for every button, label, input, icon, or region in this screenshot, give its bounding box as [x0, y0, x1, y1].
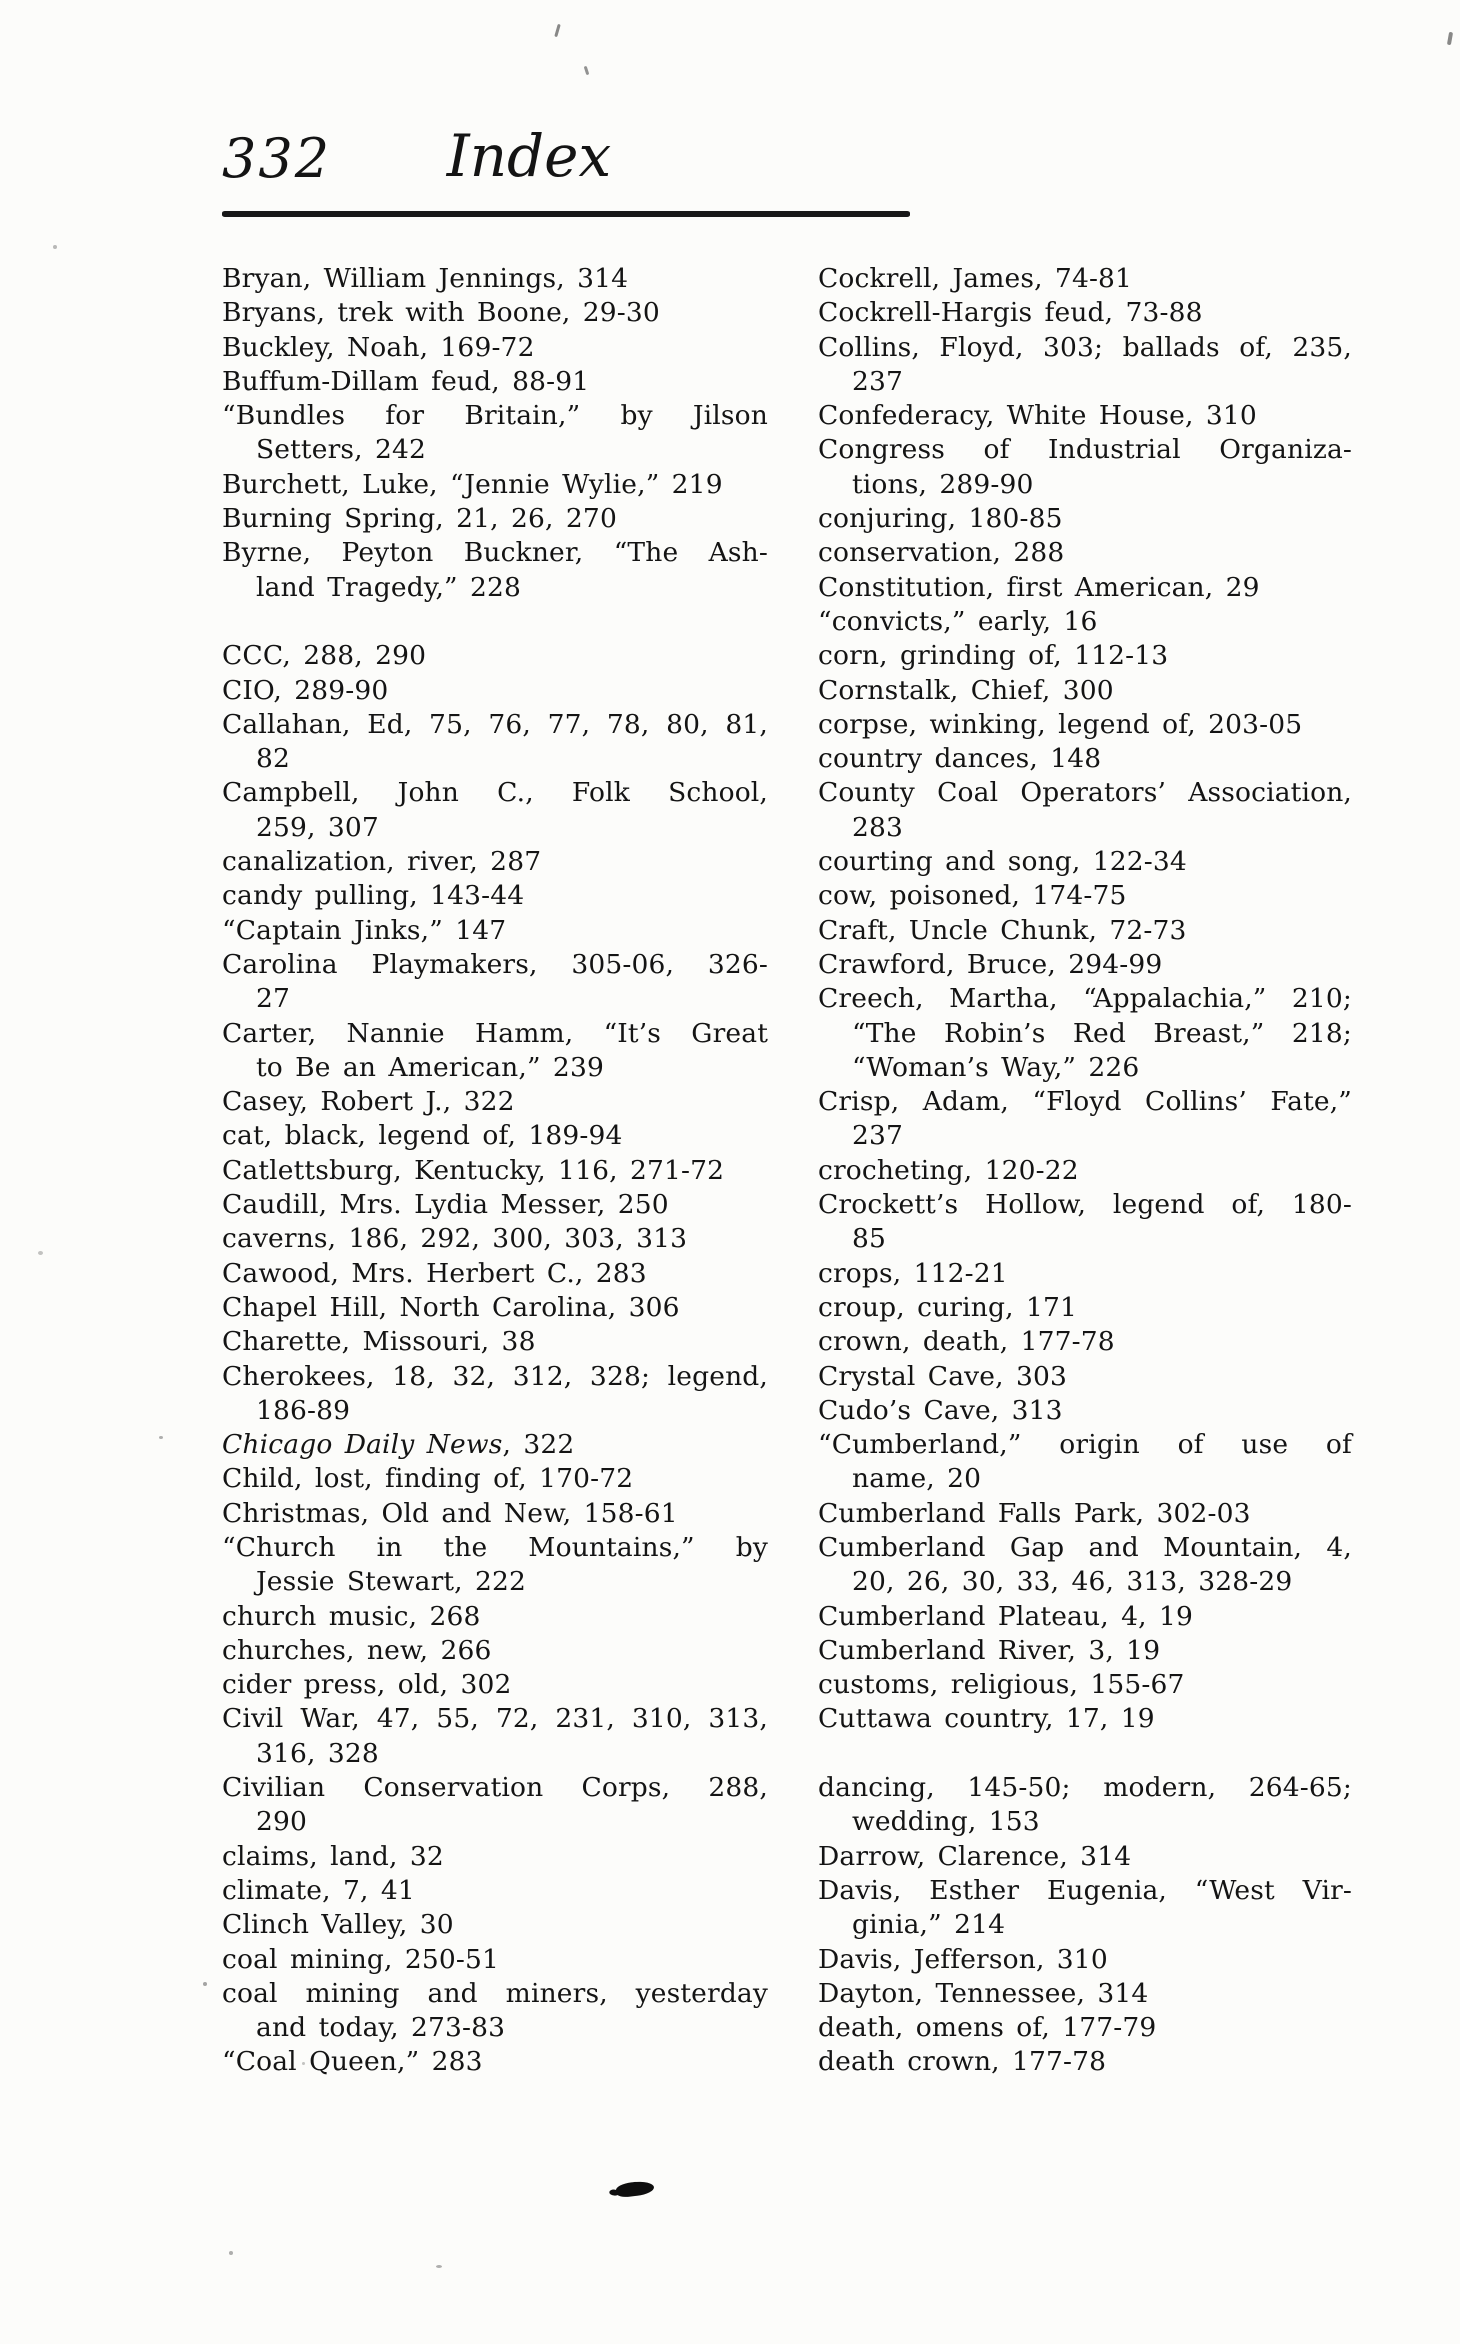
- index-line: Dayton, Tennessee, 314: [818, 1977, 1149, 2009]
- index-entry: [818, 1977, 1352, 2011]
- index-entry: [222, 1119, 768, 1153]
- index-line: churches, new, 266: [222, 1634, 492, 1666]
- index-line: Craft, Uncle Chunk, 72-73: [818, 914, 1187, 946]
- index-entry: [818, 1257, 1352, 1291]
- index-entry: [818, 879, 1352, 913]
- index-line: Crisp, Adam, “Floyd Collins’ Fate,”: [818, 1086, 1352, 1118]
- index-column-left: [222, 262, 768, 2080]
- index-entry: [222, 674, 768, 708]
- index-entry: [222, 1222, 768, 1256]
- index-line: Cockrell, James, 74-81: [818, 263, 1133, 294]
- scan-speck: [302, 2062, 305, 2065]
- index-line: “Bundles for Britain,” by Jilson: [222, 400, 768, 432]
- index-entry: [818, 845, 1352, 879]
- index-line: Jessie Stewart, 222: [256, 1566, 527, 1598]
- index-line: coal mining and miners, yesterday: [222, 1977, 768, 2009]
- scan-speck: [159, 1436, 163, 1439]
- index-entry: [222, 845, 768, 879]
- index-entry: [818, 1600, 1352, 1634]
- index-line: conjuring, 180-85: [818, 503, 1063, 535]
- index-line: Cumberland Falls Park, 302-03: [818, 1497, 1251, 1529]
- index-line: Clinch Valley, 30: [222, 1909, 454, 1941]
- index-line: Crystal Cave, 303: [818, 1360, 1067, 1392]
- index-line: canalization, river, 287: [222, 846, 542, 878]
- index-line: Caudill, Mrs. Lydia Messer, 250: [222, 1189, 669, 1221]
- index-line: Carolina Playmakers, 305-06, 326-: [222, 948, 768, 980]
- page-title: Index: [446, 122, 612, 190]
- index-line: Civil War, 47, 55, 72, 231, 310, 313,: [222, 1703, 768, 1735]
- index-line: Chapel Hill, North Carolina, 306: [222, 1291, 680, 1323]
- index-line: Crawford, Bruce, 294-99: [818, 948, 1163, 980]
- index-line: CCC, 288, 290: [222, 640, 427, 672]
- index-line: cider press, old, 302: [222, 1669, 512, 1701]
- index-line: ginia,” 214: [852, 1909, 1006, 1941]
- index-line: Cumberland River, 3, 19: [818, 1634, 1161, 1666]
- index-entry: [818, 1943, 1352, 1977]
- index-line: 316, 328: [256, 1737, 379, 1769]
- index-entry: [818, 2045, 1352, 2079]
- index-line: Catlettsburg, Kentucky, 116, 271-72: [222, 1154, 725, 1186]
- index-entry: [222, 1634, 768, 1668]
- index-entry: [222, 1257, 768, 1291]
- scan-speck: [38, 1251, 43, 1255]
- index-line: Darrow, Clarence, 314: [818, 1840, 1132, 1872]
- index-line: courting and song, 122-34: [818, 846, 1187, 878]
- index-entry: [222, 1462, 768, 1496]
- index-line: corpse, winking, legend of, 203-05: [818, 708, 1303, 740]
- scan-speck: [53, 245, 57, 249]
- index-entry: [818, 914, 1352, 948]
- index-line: death crown, 177-78: [818, 2046, 1107, 2078]
- index-line: CIO, 289-90: [222, 674, 389, 706]
- index-line: claims, land, 32: [222, 1840, 444, 1872]
- index-line: Callahan, Ed, 75, 76, 77, 78, 80, 81,: [222, 708, 768, 740]
- index-entry: [222, 399, 768, 468]
- index-line: country dances, 148: [818, 743, 1102, 775]
- index-line: Burchett, Luke, “Jennie Wylie,” 219: [222, 468, 723, 500]
- index-line: Cornstalk, Chief, 300: [818, 674, 1114, 706]
- index-entry: [818, 536, 1352, 570]
- index-line: Setters, 242: [256, 434, 427, 466]
- index-line: Cherokees, 18, 32, 312, 328; legend,: [222, 1360, 768, 1392]
- index-line: crops, 112-21: [818, 1257, 1008, 1289]
- index-entry: [818, 776, 1352, 845]
- index-entry: [818, 982, 1352, 1085]
- index-entry: [222, 1600, 768, 1634]
- index-line: Charette, Missouri, 38: [222, 1326, 536, 1358]
- index-line: Byrne, Peyton Buckner, “The Ash-: [222, 537, 768, 569]
- index-entry: [818, 1428, 1352, 1497]
- index-line: Campbell, John C., Folk School,: [222, 777, 768, 809]
- index-line: Bryans, trek with Boone, 29-30: [222, 297, 660, 329]
- index-line: Davis, Esther Eugenia, “West Vir-: [818, 1874, 1352, 1906]
- index-line: 283: [852, 811, 904, 843]
- index-entry: [818, 399, 1352, 433]
- index-entry: [222, 1291, 768, 1325]
- index-line: 290: [256, 1806, 308, 1838]
- index-line: Cuttawa country, 17, 19: [818, 1703, 1155, 1735]
- index-line: “Woman’s Way,” 226: [852, 1051, 1140, 1083]
- index-line: caverns, 186, 292, 300, 303, 313: [222, 1223, 688, 1255]
- index-entry: [222, 1531, 768, 1600]
- index-entry: [222, 331, 768, 365]
- index-entry: [222, 914, 768, 948]
- scan-speck: [203, 1982, 207, 1986]
- index-line: croup, curing, 171: [818, 1291, 1077, 1323]
- index-line: climate, 7, 41: [222, 1874, 415, 1906]
- index-line: church music, 268: [222, 1600, 481, 1632]
- index-entry: [222, 1943, 768, 1977]
- index-line: coal mining, 250-51: [222, 1943, 500, 1975]
- index-column-right: [818, 262, 1352, 2080]
- index-entry: [222, 1908, 768, 1942]
- index-line: and today, 273-83: [256, 2012, 506, 2044]
- index-entry: [818, 605, 1352, 639]
- index-entry: [818, 1154, 1352, 1188]
- ink-blot: [615, 2180, 654, 2199]
- index-line: “Coal Queen,” 283: [222, 2046, 483, 2078]
- index-entry: [818, 1497, 1352, 1531]
- index-line: Child, lost, finding of, 170-72: [222, 1463, 634, 1495]
- index-entry: [818, 1840, 1352, 1874]
- index-entry: [818, 708, 1352, 742]
- index-line: Burning Spring, 21, 26, 270: [222, 503, 617, 535]
- index-entry: [222, 1188, 768, 1222]
- index-line: conservation, 288: [818, 537, 1065, 569]
- index-entry: [818, 1702, 1352, 1736]
- scan-speck: [584, 66, 590, 75]
- index-entry: [818, 433, 1352, 502]
- index-entry: [222, 468, 768, 502]
- scan-speck: [1447, 32, 1453, 45]
- index-entry: [222, 1428, 768, 1462]
- index-entry: [222, 1874, 768, 1908]
- index-entry: [818, 262, 1352, 296]
- index-entry: [222, 639, 768, 673]
- index-line: “Cumberland,” origin of use of: [818, 1429, 1352, 1461]
- index-entry: [818, 1085, 1352, 1154]
- index-line: death, omens of, 177-79: [818, 2012, 1157, 2044]
- index-line: Buckley, Noah, 169-72: [222, 331, 535, 363]
- index-entry: [222, 1017, 768, 1086]
- index-line: “Church in the Mountains,” by: [222, 1531, 768, 1563]
- index-entry: [222, 1325, 768, 1359]
- index-entry: [818, 1874, 1352, 1943]
- index-entry: [222, 296, 768, 330]
- index-line: Bryan, William Jennings, 314: [222, 263, 629, 294]
- index-entry: [818, 1360, 1352, 1394]
- index-entry: [818, 1394, 1352, 1428]
- page-number: 332: [222, 127, 332, 190]
- index-entry: [818, 2011, 1352, 2045]
- index-entry: [818, 1668, 1352, 1702]
- index-line: cat, black, legend of, 189-94: [222, 1120, 623, 1152]
- index-line: 237: [852, 1120, 904, 1152]
- index-entry: [818, 1771, 1352, 1840]
- index-entry: [818, 502, 1352, 536]
- index-line: “Captain Jinks,” 147: [222, 914, 507, 946]
- index-entry: [818, 331, 1352, 400]
- index-line: cow, poisoned, 174-75: [818, 880, 1127, 912]
- index-line: to Be an American,” 239: [256, 1051, 604, 1083]
- index-line: Cumberland Gap and Mountain, 4,: [818, 1531, 1352, 1563]
- index-entry: [222, 1702, 768, 1771]
- header-rule: [222, 211, 910, 217]
- index-line: Collins, Floyd, 303; ballads of, 235,: [818, 331, 1352, 363]
- scan-speck: [229, 2251, 233, 2255]
- index-line: Davis, Jefferson, 310: [818, 1943, 1108, 1975]
- index-entry: [222, 1840, 768, 1874]
- index-entry: [222, 708, 768, 777]
- index-entry: [818, 571, 1352, 605]
- scan-speck: [554, 24, 560, 37]
- index-line: 237: [852, 365, 904, 397]
- index-line: Constitution, first American, 29: [818, 571, 1260, 603]
- scan-speck: [436, 2265, 442, 2268]
- index-line: Creech, Martha, “Appalachia,” 210;: [818, 983, 1352, 1015]
- index-line: 20, 26, 30, 33, 46, 313, 328-29: [852, 1566, 1293, 1598]
- index-line: dancing, 145-50; modern, 264-65;: [818, 1772, 1352, 1804]
- index-line: Civilian Conservation Corps, 288,: [222, 1772, 768, 1804]
- index-line: 186-89: [256, 1394, 351, 1426]
- index-line: 85: [852, 1223, 887, 1255]
- index-line: land Tragedy,” 228: [256, 571, 522, 603]
- index-entry: [222, 1668, 768, 1702]
- index-entry: [818, 1634, 1352, 1668]
- index-line: Chicago Daily News, 322: [222, 1429, 575, 1461]
- index-line: Cudo’s Cave, 313: [818, 1394, 1063, 1426]
- index-line: Cockrell-Hargis feud, 73-88: [818, 297, 1203, 329]
- index-line: crown, death, 177-78: [818, 1326, 1115, 1358]
- index-line: 259, 307: [256, 811, 379, 843]
- index-entry: [222, 365, 768, 399]
- index-entry: [222, 1085, 768, 1119]
- index-line: tions, 289-90: [852, 468, 1034, 500]
- index-line: Casey, Robert J., 322: [222, 1086, 515, 1118]
- index-entry: [222, 1360, 768, 1429]
- index-line: corn, grinding of, 112-13: [818, 640, 1169, 672]
- index-entry: [222, 262, 768, 296]
- index-entry: [818, 674, 1352, 708]
- index-entry: [222, 536, 768, 605]
- index-line: wedding, 153: [852, 1806, 1040, 1838]
- index-line: 27: [256, 983, 291, 1015]
- index-entry: [222, 948, 768, 1017]
- index-line: candy pulling, 143-44: [222, 880, 525, 912]
- index-line: Buffum-Dillam feud, 88-91: [222, 365, 590, 397]
- index-entry: [222, 1497, 768, 1531]
- index-entry: [222, 1977, 768, 2046]
- index-line: “The Robin’s Red Breast,” 218;: [852, 1017, 1352, 1049]
- index-line: Carter, Nannie Hamm, “It’s Great: [222, 1017, 768, 1049]
- index-line: crocheting, 120-22: [818, 1154, 1079, 1186]
- index-entry: [818, 948, 1352, 982]
- index-entry: [818, 1291, 1352, 1325]
- index-line: County Coal Operators’ Association,: [818, 777, 1352, 809]
- index-line: 82: [256, 743, 291, 775]
- index-entry: [818, 639, 1352, 673]
- index-entry: [818, 742, 1352, 776]
- index-line: Cumberland Plateau, 4, 19: [818, 1600, 1193, 1632]
- index-entry: [222, 502, 768, 536]
- index-line: name, 20: [852, 1463, 982, 1495]
- index-line: Confederacy, White House, 310: [818, 400, 1257, 432]
- index-entry: [818, 1531, 1352, 1600]
- index-entry: [222, 879, 768, 913]
- index-entry: [222, 1154, 768, 1188]
- index-line: customs, religious, 155-67: [818, 1669, 1185, 1701]
- index-line: Crockett’s Hollow, legend of, 180-: [818, 1189, 1352, 1221]
- index-entry: [818, 1188, 1352, 1257]
- index-line: “convicts,” early, 16: [818, 605, 1098, 637]
- index-line: Cawood, Mrs. Herbert C., 283: [222, 1257, 647, 1289]
- index-entry: [222, 776, 768, 845]
- index-line: Christmas, Old and New, 158-61: [222, 1497, 678, 1529]
- index-line: Congress of Industrial Organiza-: [818, 434, 1352, 466]
- index-entry: [222, 1771, 768, 1840]
- index-entry: [818, 1325, 1352, 1359]
- index-entry: [818, 296, 1352, 330]
